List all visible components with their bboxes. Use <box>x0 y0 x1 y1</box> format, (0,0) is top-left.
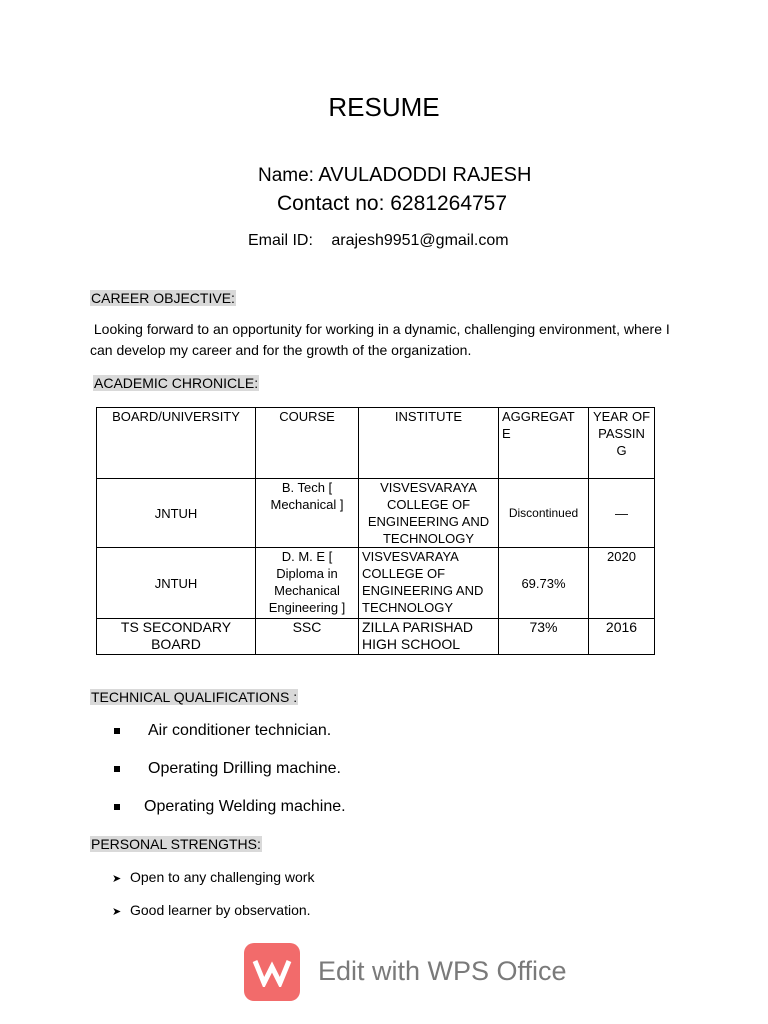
table-row <box>97 548 655 619</box>
list-item <box>112 902 311 918</box>
career-objective-heading: CAREER OBJECTIVE: <box>91 290 235 306</box>
name-line <box>258 164 531 187</box>
square-bullet-icon <box>114 804 120 810</box>
table-header-row <box>97 408 655 479</box>
wps-logo-icon[interactable] <box>244 943 300 1001</box>
cell-course: SSC <box>256 619 359 655</box>
contact-label: Contact no: <box>277 192 385 215</box>
header-institute: INSTITUTE <box>359 408 499 479</box>
list-item-text: Open to any challenging work <box>130 869 315 885</box>
cell-year: 2020 <box>589 548 655 619</box>
cell-institute: VISVESVARAYA COLLEGE OF ENGINEERING AND TECHNOLOGY <box>359 548 499 619</box>
email-line <box>248 232 509 250</box>
list-item-text: Operating Drilling machine. <box>148 760 341 777</box>
header-board: BOARD/UNIVERSITY <box>97 408 256 479</box>
wps-edit-link[interactable]: Edit with WPS Office <box>318 956 567 986</box>
list-item-text: Good learner by observation. <box>130 902 311 918</box>
page-title: RESUME <box>328 92 440 122</box>
list-item-text: Operating Welding machine. <box>144 798 346 815</box>
arrow-bullet-icon: ➤ <box>112 906 122 918</box>
personal-strengths-heading: PERSONAL STRENGTHS: <box>91 836 261 852</box>
cell-aggregate: Discontinued <box>499 479 589 548</box>
cell-board: TS SECONDARY BOARD <box>97 619 256 655</box>
email-value: arajesh9951@gmail.com <box>331 232 509 249</box>
email-label: Email ID: <box>248 232 313 249</box>
arrow-bullet-icon: ➤ <box>112 873 122 885</box>
cell-course: D. M. E [ Diploma in Mechanical Engineering ] <box>256 548 359 619</box>
cell-institute: VISVESVARAYA COLLEGE OF ENGINEERING AND TECHNOLOGY <box>359 479 499 548</box>
cell-board: JNTUH <box>97 548 256 619</box>
table-row <box>97 479 655 548</box>
name-value: AVULADODDI RAJESH <box>318 164 532 186</box>
technical-qualifications-heading: TECHNICAL QUALIFICATIONS : <box>91 689 298 705</box>
list-item <box>110 722 331 740</box>
cell-board: JNTUH <box>97 479 256 548</box>
list-item <box>110 760 341 778</box>
header-year: YEAR OF PASSIN G <box>589 408 655 479</box>
academic-table <box>96 407 655 655</box>
name-label: Name: <box>258 165 314 186</box>
header-course: COURSE <box>256 408 359 479</box>
career-objective-text <box>90 319 680 361</box>
header-aggregate: AGGREGAT E <box>499 408 589 479</box>
cell-aggregate: 73% <box>499 619 589 655</box>
square-bullet-icon <box>114 728 120 734</box>
career-objective-body: Looking forward to an opportunity for working in a dynamic, challenging environment, where I can develop my career and for the growth of the organization. <box>90 321 670 358</box>
cell-aggregate: 69.73% <box>499 548 589 619</box>
list-item <box>110 798 346 816</box>
cell-year: — <box>589 479 655 548</box>
list-item-text: Air conditioner technician. <box>148 722 332 739</box>
table-row <box>97 619 655 655</box>
academic-chronicle-heading: ACADEMIC CHRONICLE: <box>94 375 259 391</box>
list-item <box>112 869 314 885</box>
cell-course: B. Tech [ Mechanical ] <box>256 479 359 548</box>
cell-year: 2016 <box>589 619 655 655</box>
square-bullet-icon <box>114 766 120 772</box>
cell-institute: ZILLA PARISHAD HIGH SCHOOL <box>359 619 499 655</box>
contact-line <box>277 192 507 216</box>
contact-value: 6281264757 <box>390 192 508 215</box>
